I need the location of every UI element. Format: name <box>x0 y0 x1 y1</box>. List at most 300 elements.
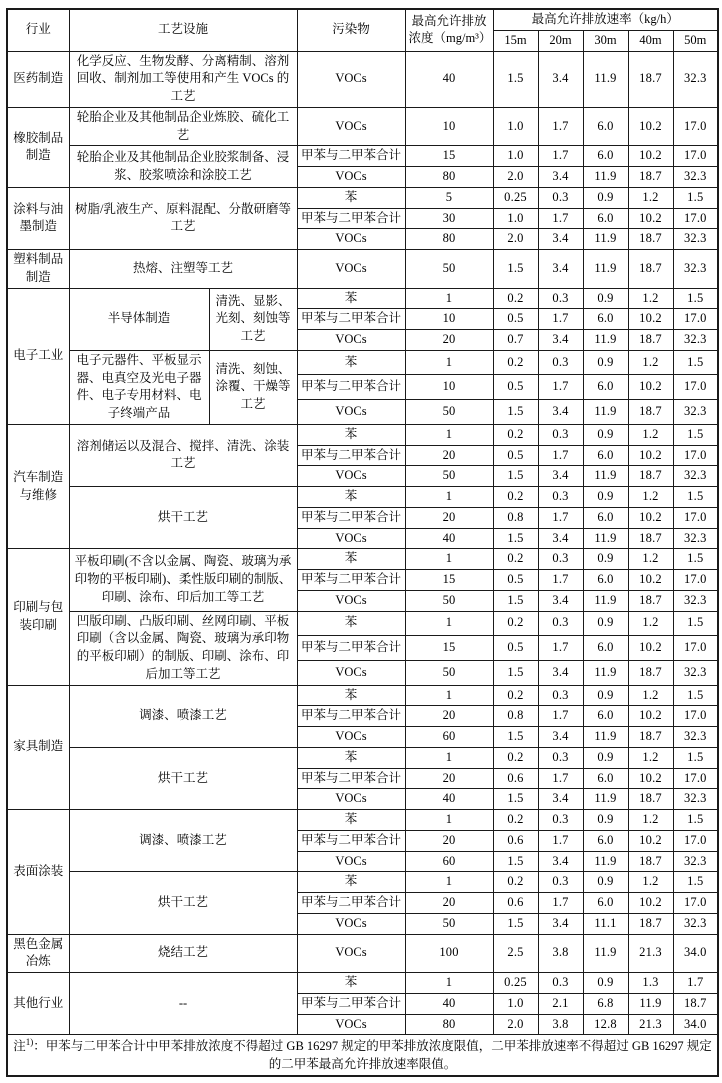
pollutant-cell: 苯 <box>297 187 405 208</box>
rate-cell-20m: 3.4 <box>538 400 583 425</box>
concentration-cell: 1 <box>405 872 493 893</box>
concentration-cell: 10 <box>405 375 493 400</box>
rate-cell-20m: 0.3 <box>538 288 583 309</box>
rate-cell-50m: 32.3 <box>673 789 718 810</box>
rate-cell-40m: 18.7 <box>628 789 673 810</box>
table-row <box>7 973 718 994</box>
rate-cell-40m: 10.2 <box>628 636 673 661</box>
rate-cell-50m: 32.3 <box>673 590 718 611</box>
pollutant-cell: VOCs <box>297 590 405 611</box>
rate-cell-20m: 3.4 <box>538 330 583 351</box>
industry-cell: 表面涂装 <box>7 810 69 935</box>
rate-cell-40m: 11.9 <box>628 993 673 1014</box>
concentration-cell: 50 <box>405 250 493 289</box>
header-rate-group: 最高允许排放速率（kg/h） <box>493 9 718 30</box>
rate-cell-30m: 11.9 <box>583 167 628 188</box>
rate-cell-50m: 1.5 <box>673 747 718 768</box>
rate-cell-50m: 1.5 <box>673 685 718 706</box>
pollutant-cell: 苯 <box>297 288 405 309</box>
process-cell: 凹版印刷、凸版印刷、丝网印刷、平板印刷（含以金属、陶瓷、玻璃为承印物的平板印刷）的制版、印刷、涂布、印后加工等工艺 <box>69 611 297 685</box>
pollutant-cell: 甲苯与二甲苯合计 <box>297 375 405 400</box>
process-cell: 烘干工艺 <box>69 487 297 549</box>
rate-cell-30m: 11.9 <box>583 330 628 351</box>
industry-cell: 汽车制造与维修 <box>7 424 69 549</box>
rate-cell-30m: 0.9 <box>583 549 628 570</box>
pollutant-cell: 甲苯与二甲苯合计 <box>297 146 405 167</box>
pollutant-cell: 甲苯与二甲苯合计 <box>297 993 405 1014</box>
process-cell: 热熔、注塑等工艺 <box>69 250 297 289</box>
rate-cell-30m: 12.8 <box>583 1014 628 1035</box>
industry-cell: 涂料与油墨制造 <box>7 187 69 249</box>
table-footer <box>7 1035 718 1076</box>
rate-cell-40m: 18.7 <box>628 466 673 487</box>
rate-cell-50m: 17.0 <box>673 768 718 789</box>
rate-cell-15m: 1.5 <box>493 851 538 872</box>
rate-cell-50m: 17.0 <box>673 636 718 661</box>
table-row <box>7 350 718 375</box>
rate-cell-50m: 17.0 <box>673 893 718 914</box>
rate-cell-30m: 11.9 <box>583 400 628 425</box>
rate-cell-50m: 32.3 <box>673 466 718 487</box>
rate-cell-50m: 1.5 <box>673 810 718 831</box>
rate-cell-30m: 11.9 <box>583 851 628 872</box>
concentration-cell: 40 <box>405 789 493 810</box>
rate-cell-30m: 6.0 <box>583 445 628 466</box>
concentration-cell: 80 <box>405 167 493 188</box>
rate-cell-40m: 18.7 <box>628 229 673 250</box>
header-concentration-line1: 最高允许排放 <box>411 13 487 28</box>
rate-cell-40m: 18.7 <box>628 913 673 934</box>
rate-cell-20m: 1.7 <box>538 375 583 400</box>
footnote-superscript: 1) <box>25 1037 34 1048</box>
table-row <box>7 146 718 167</box>
process-cell: 烘干工艺 <box>69 747 297 809</box>
rate-cell-30m: 0.9 <box>583 288 628 309</box>
rate-cell-40m: 1.2 <box>628 187 673 208</box>
industry-cell: 黑色金属冶炼 <box>7 934 69 973</box>
rate-cell-30m: 6.0 <box>583 636 628 661</box>
rate-cell-40m: 18.7 <box>628 167 673 188</box>
concentration-cell: 1 <box>405 424 493 445</box>
footnote-row <box>7 1035 718 1076</box>
rate-cell-30m: 0.9 <box>583 747 628 768</box>
rate-cell-15m: 1.0 <box>493 146 538 167</box>
rate-cell-40m: 21.3 <box>628 934 673 973</box>
pollutant-cell: VOCs <box>297 229 405 250</box>
footnote-prefix: 注 <box>13 1039 26 1054</box>
rate-cell-20m: 1.7 <box>538 309 583 330</box>
rate-cell-30m: 6.0 <box>583 570 628 591</box>
pollutant-cell: 甲苯与二甲苯合计 <box>297 893 405 914</box>
table-row <box>7 187 718 208</box>
rate-cell-20m: 3.4 <box>538 913 583 934</box>
rate-cell-15m: 0.2 <box>493 685 538 706</box>
pollutant-cell: 苯 <box>297 685 405 706</box>
header-height-20m: 20m <box>538 30 583 51</box>
rate-cell-30m: 6.0 <box>583 146 628 167</box>
rate-cell-20m: 3.4 <box>538 727 583 748</box>
concentration-cell: 1 <box>405 810 493 831</box>
rate-cell-30m: 6.0 <box>583 768 628 789</box>
pollutant-cell: VOCs <box>297 51 405 107</box>
process-cell: 轮胎企业及其他制品企业胶浆制备、浸浆、胶浆喷涂和涂胶工艺 <box>69 146 297 188</box>
pollutant-cell: 甲苯与二甲苯合计 <box>297 445 405 466</box>
pollutant-cell: VOCs <box>297 727 405 748</box>
rate-cell-40m: 10.2 <box>628 107 673 146</box>
rate-cell-40m: 10.2 <box>628 309 673 330</box>
pollutant-cell: VOCs <box>297 330 405 351</box>
table-row <box>7 611 718 636</box>
rate-cell-15m: 1.5 <box>493 727 538 748</box>
rate-cell-50m: 32.3 <box>673 250 718 289</box>
rate-cell-30m: 0.9 <box>583 350 628 375</box>
rate-cell-50m: 17.0 <box>673 146 718 167</box>
rate-cell-15m: 1.0 <box>493 993 538 1014</box>
concentration-cell: 20 <box>405 830 493 851</box>
rate-cell-30m: 0.9 <box>583 872 628 893</box>
rate-cell-40m: 10.2 <box>628 768 673 789</box>
rate-cell-15m: 0.8 <box>493 706 538 727</box>
concentration-cell: 20 <box>405 893 493 914</box>
process-sub-cell: 清洗、刻蚀、涂覆、干燥等工艺 <box>209 350 297 424</box>
concentration-cell: 1 <box>405 973 493 994</box>
rate-cell-20m: 0.3 <box>538 973 583 994</box>
pollutant-cell: 甲苯与二甲苯合计 <box>297 706 405 727</box>
rate-cell-20m: 1.7 <box>538 445 583 466</box>
rate-cell-20m: 3.8 <box>538 1014 583 1035</box>
rate-cell-20m: 0.3 <box>538 424 583 445</box>
footnote-text: ：甲苯与二甲苯合计中甲苯排放浓度不得超过 GB 16297 规定的甲苯排放浓度限值，二甲苯排放速率不得超过 GB 16297 规定的二甲苯最高允许排放速率限值。 <box>33 1039 712 1072</box>
rate-cell-15m: 1.0 <box>493 208 538 229</box>
header-height-30m: 30m <box>583 30 628 51</box>
table-header <box>7 9 718 51</box>
concentration-cell: 15 <box>405 636 493 661</box>
rate-cell-30m: 11.9 <box>583 727 628 748</box>
industry-cell: 橡胶制品制造 <box>7 107 69 187</box>
rate-cell-50m: 17.0 <box>673 830 718 851</box>
header-industry: 行业 <box>7 9 69 51</box>
rate-cell-15m: 0.5 <box>493 309 538 330</box>
rate-cell-30m: 6.0 <box>583 208 628 229</box>
rate-cell-20m: 0.3 <box>538 872 583 893</box>
header-concentration <box>405 9 493 51</box>
rate-cell-20m: 3.4 <box>538 51 583 107</box>
rate-cell-50m: 32.3 <box>673 851 718 872</box>
concentration-cell: 1 <box>405 685 493 706</box>
concentration-cell: 50 <box>405 400 493 425</box>
pollutant-cell: 甲苯与二甲苯合计 <box>297 507 405 528</box>
rate-cell-20m: 3.4 <box>538 851 583 872</box>
rate-cell-30m: 6.0 <box>583 375 628 400</box>
rate-cell-30m: 6.0 <box>583 893 628 914</box>
rate-cell-15m: 1.5 <box>493 400 538 425</box>
rate-cell-20m: 3.4 <box>538 528 583 549</box>
rate-cell-40m: 18.7 <box>628 250 673 289</box>
rate-cell-40m: 1.2 <box>628 685 673 706</box>
table-row <box>7 685 718 706</box>
rate-cell-30m: 6.0 <box>583 107 628 146</box>
rate-cell-30m: 6.0 <box>583 507 628 528</box>
rate-cell-20m: 1.7 <box>538 570 583 591</box>
rate-cell-20m: 1.7 <box>538 107 583 146</box>
rate-cell-15m: 0.5 <box>493 570 538 591</box>
footnote <box>7 1035 718 1076</box>
rate-cell-15m: 1.5 <box>493 528 538 549</box>
rate-cell-15m: 1.5 <box>493 466 538 487</box>
pollutant-cell: 甲苯与二甲苯合计 <box>297 636 405 661</box>
rate-cell-40m: 1.2 <box>628 747 673 768</box>
pollutant-cell: 苯 <box>297 872 405 893</box>
rate-cell-30m: 0.9 <box>583 973 628 994</box>
process-cell: 溶剂储运以及混合、搅拌、清洗、涂装工艺 <box>69 424 297 486</box>
rate-cell-30m: 11.9 <box>583 660 628 685</box>
table-row <box>7 487 718 508</box>
rate-cell-40m: 1.2 <box>628 549 673 570</box>
rate-cell-30m: 6.0 <box>583 830 628 851</box>
rate-cell-50m: 17.0 <box>673 107 718 146</box>
pollutant-cell: VOCs <box>297 1014 405 1035</box>
process-cell: -- <box>69 973 297 1035</box>
rate-cell-50m: 17.0 <box>673 375 718 400</box>
rate-cell-40m: 10.2 <box>628 570 673 591</box>
concentration-cell: 10 <box>405 309 493 330</box>
rate-cell-30m: 11.9 <box>583 229 628 250</box>
rate-cell-30m: 11.9 <box>583 528 628 549</box>
rate-cell-50m: 32.3 <box>673 660 718 685</box>
rate-cell-40m: 1.2 <box>628 611 673 636</box>
header-height-40m: 40m <box>628 30 673 51</box>
rate-cell-15m: 0.2 <box>493 872 538 893</box>
concentration-cell: 1 <box>405 288 493 309</box>
pollutant-cell: 甲苯与二甲苯合计 <box>297 768 405 789</box>
rate-cell-50m: 17.0 <box>673 445 718 466</box>
rate-cell-20m: 3.8 <box>538 934 583 973</box>
rate-cell-40m: 18.7 <box>628 727 673 748</box>
process-cell: 调漆、喷漆工艺 <box>69 810 297 872</box>
rate-cell-30m: 11.9 <box>583 934 628 973</box>
pollutant-cell: 甲苯与二甲苯合计 <box>297 830 405 851</box>
pollutant-cell: VOCs <box>297 107 405 146</box>
process-cell: 调漆、喷漆工艺 <box>69 685 297 747</box>
rate-cell-20m: 0.3 <box>538 187 583 208</box>
rate-cell-15m: 2.0 <box>493 229 538 250</box>
rate-cell-30m: 0.9 <box>583 424 628 445</box>
table-row <box>7 810 718 831</box>
rate-cell-20m: 0.3 <box>538 611 583 636</box>
rate-cell-40m: 18.7 <box>628 528 673 549</box>
concentration-cell: 10 <box>405 107 493 146</box>
rate-cell-15m: 2.5 <box>493 934 538 973</box>
concentration-cell: 15 <box>405 570 493 591</box>
rate-cell-30m: 0.9 <box>583 487 628 508</box>
rate-cell-15m: 1.5 <box>493 590 538 611</box>
rate-cell-20m: 3.4 <box>538 466 583 487</box>
concentration-cell: 20 <box>405 445 493 466</box>
rate-cell-40m: 1.2 <box>628 424 673 445</box>
industry-cell: 印刷与包装印刷 <box>7 549 69 685</box>
concentration-cell: 50 <box>405 466 493 487</box>
rate-cell-50m: 17.0 <box>673 706 718 727</box>
rate-cell-15m: 1.5 <box>493 250 538 289</box>
rate-cell-15m: 0.25 <box>493 187 538 208</box>
rate-cell-40m: 18.7 <box>628 51 673 107</box>
concentration-cell: 1 <box>405 747 493 768</box>
rate-cell-40m: 10.2 <box>628 375 673 400</box>
concentration-cell: 20 <box>405 330 493 351</box>
rate-cell-50m: 1.5 <box>673 187 718 208</box>
process-cell: 烧结工艺 <box>69 934 297 973</box>
pollutant-cell: 甲苯与二甲苯合计 <box>297 208 405 229</box>
rate-cell-15m: 0.2 <box>493 487 538 508</box>
rate-cell-50m: 17.0 <box>673 309 718 330</box>
rate-cell-30m: 0.9 <box>583 611 628 636</box>
rate-cell-20m: 1.7 <box>538 830 583 851</box>
table-row <box>7 288 718 309</box>
rate-cell-15m: 1.5 <box>493 660 538 685</box>
pollutant-cell: VOCs <box>297 400 405 425</box>
rate-cell-50m: 34.0 <box>673 934 718 973</box>
rate-cell-40m: 1.2 <box>628 350 673 375</box>
table-row <box>7 934 718 973</box>
rate-cell-15m: 0.5 <box>493 445 538 466</box>
rate-cell-50m: 17.0 <box>673 208 718 229</box>
concentration-cell: 30 <box>405 208 493 229</box>
table-row <box>7 549 718 570</box>
rate-cell-50m: 18.7 <box>673 993 718 1014</box>
rate-cell-50m: 1.7 <box>673 973 718 994</box>
header-pollutant: 污染物 <box>297 9 405 51</box>
concentration-cell: 20 <box>405 507 493 528</box>
pollutant-cell: 苯 <box>297 611 405 636</box>
rate-cell-15m: 1.5 <box>493 51 538 107</box>
rate-cell-40m: 18.7 <box>628 590 673 611</box>
rate-cell-20m: 3.4 <box>538 229 583 250</box>
rate-cell-40m: 1.2 <box>628 810 673 831</box>
rate-cell-30m: 0.9 <box>583 810 628 831</box>
rate-cell-15m: 1.5 <box>493 913 538 934</box>
industry-cell: 塑料制品制造 <box>7 250 69 289</box>
rate-cell-50m: 32.3 <box>673 727 718 748</box>
rate-cell-20m: 0.3 <box>538 685 583 706</box>
rate-cell-15m: 0.8 <box>493 507 538 528</box>
industry-cell: 家具制造 <box>7 685 69 810</box>
table-row <box>7 250 718 289</box>
rate-cell-30m: 6.0 <box>583 706 628 727</box>
rate-cell-40m: 1.2 <box>628 487 673 508</box>
rate-cell-15m: 1.0 <box>493 107 538 146</box>
pollutant-cell: 苯 <box>297 350 405 375</box>
process-cell: 半导体制造 <box>69 288 209 350</box>
pollutant-cell: 甲苯与二甲苯合计 <box>297 309 405 330</box>
rate-cell-15m: 0.5 <box>493 636 538 661</box>
rate-cell-40m: 18.7 <box>628 851 673 872</box>
pollutant-cell: VOCs <box>297 789 405 810</box>
rate-cell-30m: 11.9 <box>583 250 628 289</box>
pollutant-cell: 苯 <box>297 973 405 994</box>
rate-cell-20m: 2.1 <box>538 993 583 1014</box>
rate-cell-20m: 0.3 <box>538 747 583 768</box>
rate-cell-50m: 17.0 <box>673 570 718 591</box>
rate-cell-20m: 0.3 <box>538 549 583 570</box>
rate-cell-30m: 6.0 <box>583 309 628 330</box>
rate-cell-15m: 2.0 <box>493 167 538 188</box>
rate-cell-40m: 10.2 <box>628 507 673 528</box>
pollutant-cell: 苯 <box>297 810 405 831</box>
rate-cell-20m: 1.7 <box>538 768 583 789</box>
rate-cell-40m: 1.3 <box>628 973 673 994</box>
concentration-cell: 100 <box>405 934 493 973</box>
rate-cell-50m: 32.3 <box>673 400 718 425</box>
pollutant-cell: 苯 <box>297 424 405 445</box>
rate-cell-40m: 10.2 <box>628 146 673 167</box>
concentration-cell: 20 <box>405 768 493 789</box>
rate-cell-40m: 21.3 <box>628 1014 673 1035</box>
table-row <box>7 872 718 893</box>
rate-cell-30m: 11.9 <box>583 789 628 810</box>
pollutant-cell: 苯 <box>297 549 405 570</box>
pollutant-cell: VOCs <box>297 167 405 188</box>
concentration-cell: 50 <box>405 590 493 611</box>
concentration-cell: 1 <box>405 487 493 508</box>
process-cell: 电子元器件、平板显示器、电真空及光电子器件、电子专用材料、电子终端产品 <box>69 350 209 424</box>
rate-cell-50m: 32.3 <box>673 330 718 351</box>
concentration-cell: 1 <box>405 549 493 570</box>
rate-cell-50m: 32.3 <box>673 913 718 934</box>
rate-cell-15m: 0.2 <box>493 350 538 375</box>
rate-cell-20m: 3.4 <box>538 660 583 685</box>
rate-cell-50m: 1.5 <box>673 872 718 893</box>
rate-cell-50m: 32.3 <box>673 528 718 549</box>
rate-cell-15m: 0.2 <box>493 611 538 636</box>
concentration-cell: 60 <box>405 851 493 872</box>
rate-cell-15m: 1.5 <box>493 789 538 810</box>
rate-cell-50m: 17.0 <box>673 507 718 528</box>
rate-cell-50m: 34.0 <box>673 1014 718 1035</box>
rate-cell-20m: 1.7 <box>538 507 583 528</box>
rate-cell-40m: 10.2 <box>628 445 673 466</box>
concentration-cell: 60 <box>405 727 493 748</box>
process-cell: 烘干工艺 <box>69 872 297 934</box>
process-cell: 树脂/乳液生产、原料混配、分散研磨等工艺 <box>69 187 297 249</box>
process-cell: 轮胎企业及其他制品企业炼胶、硫化工艺 <box>69 107 297 146</box>
rate-cell-30m: 11.9 <box>583 590 628 611</box>
rate-cell-20m: 1.7 <box>538 893 583 914</box>
concentration-cell: 40 <box>405 528 493 549</box>
rate-cell-40m: 18.7 <box>628 330 673 351</box>
rate-cell-30m: 11.1 <box>583 913 628 934</box>
rate-cell-15m: 2.0 <box>493 1014 538 1035</box>
rate-cell-50m: 1.5 <box>673 549 718 570</box>
rate-cell-50m: 32.3 <box>673 51 718 107</box>
rate-cell-50m: 1.5 <box>673 611 718 636</box>
concentration-cell: 20 <box>405 706 493 727</box>
rate-cell-20m: 0.3 <box>538 487 583 508</box>
rate-cell-50m: 1.5 <box>673 487 718 508</box>
concentration-cell: 5 <box>405 187 493 208</box>
table-row <box>7 424 718 445</box>
rate-cell-40m: 10.2 <box>628 208 673 229</box>
rate-cell-15m: 0.5 <box>493 375 538 400</box>
table-row <box>7 107 718 146</box>
concentration-cell: 40 <box>405 993 493 1014</box>
rate-cell-20m: 3.4 <box>538 590 583 611</box>
rate-cell-30m: 11.9 <box>583 51 628 107</box>
rate-cell-15m: 0.2 <box>493 424 538 445</box>
rate-cell-50m: 1.5 <box>673 424 718 445</box>
rate-cell-15m: 0.6 <box>493 830 538 851</box>
rate-cell-20m: 1.7 <box>538 146 583 167</box>
rate-cell-50m: 1.5 <box>673 288 718 309</box>
